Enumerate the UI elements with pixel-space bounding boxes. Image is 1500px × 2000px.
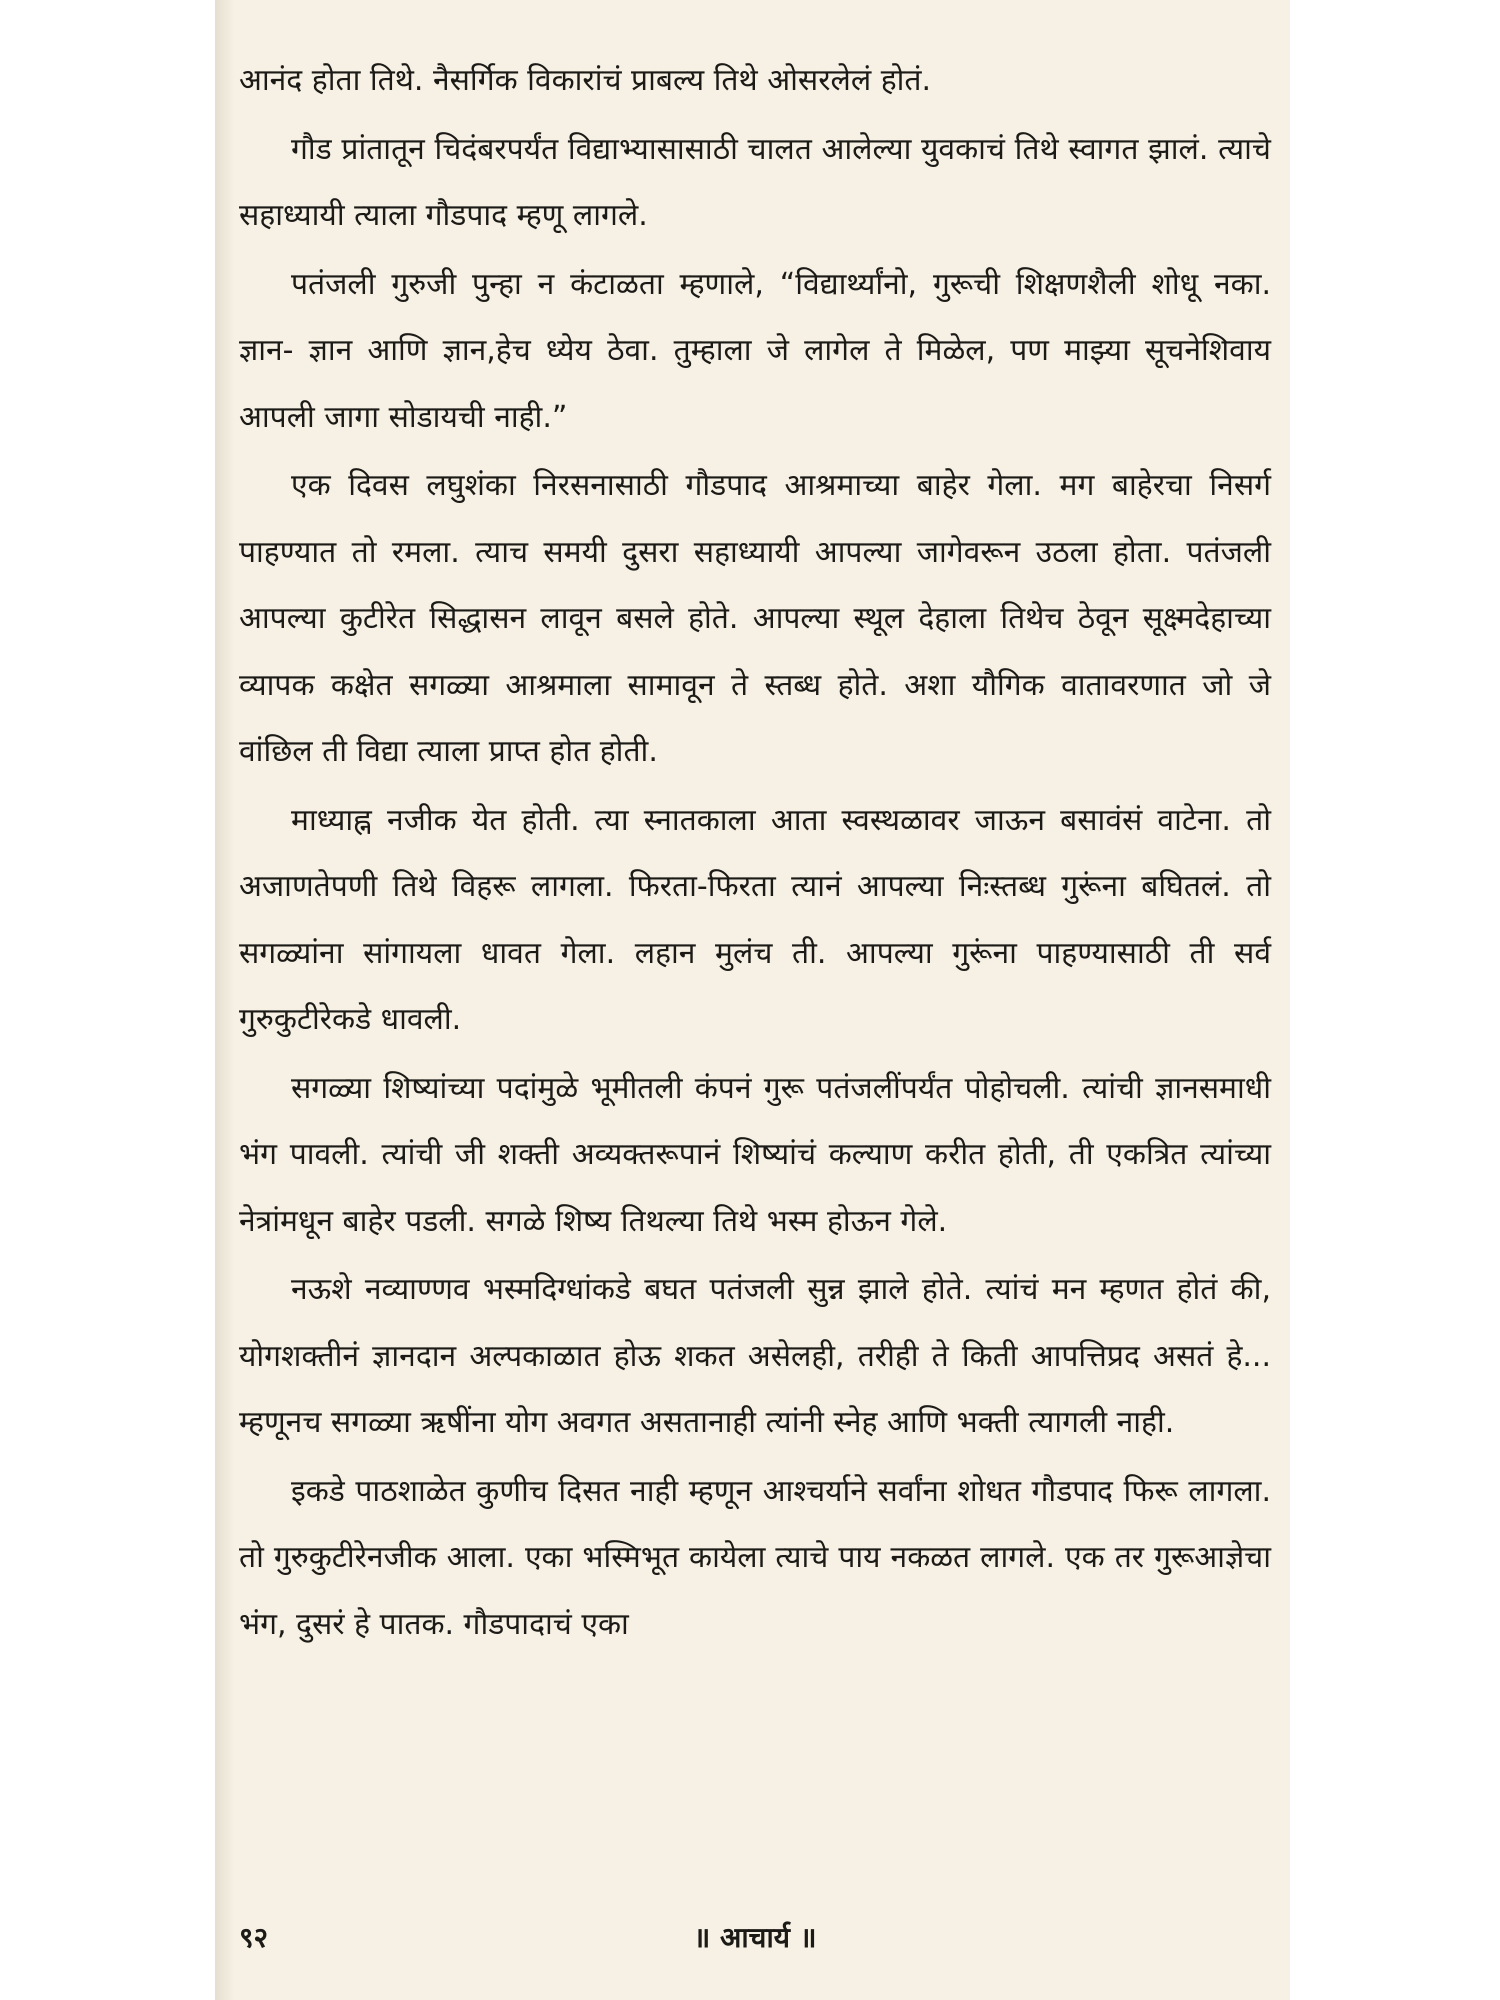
paragraph-3: पतंजली गुरुजी पुन्हा न कंटाळता म्हणाले, “विद्यार्थ्यांनो, गुरूची शिक्षणशैली शोधू नका. ज्ञान- ज्ञान आणि ज्ञान,हेच ध्येय ठेवा. तुम्हाला जे लागेल ते मिळेल, पण माझ्या सूचनेशिवाय आपली जागा सोडायची नाही.” — [239, 266, 1271, 435]
paragraph-5: माध्याह्न नजीक येत होती. त्या स्नातकाला आता स्वस्थळावर जाऊन बसावंसं वाटेना. तो अजाणतेपणी तिथे विहरू लागला. फिरता-फिरता त्यानं आपल्या निःस्तब्ध गुरूंना बघितलं. तो सगळ्यांना सांगायला धावत गेला. लहान मुलंच ती. आपल्या गुरूंना पाहण्यासाठी ती सर्व गुरुकुटीरेकडे धावली. — [239, 802, 1271, 1037]
paragraph-8: इकडे पाठशाळेत कुणीच दिसत नाही म्हणून आश्चर्याने सर्वांना शोधत गौडपाद फिरू लागला. तो गुरुकुटीरेनजीक आला. एका भस्मिभूत कायेला त्याचे पाय नकळत लागले. एक तर गुरूआज्ञेचा भंग, दुसरं हे पातक. गौडपादाचं एका — [239, 1473, 1271, 1642]
paragraph-1: आनंद होता तिथे. नैसर्गिक विकारांचं प्राबल्य तिथे ओसरलेलं होतं. — [239, 63, 932, 98]
paragraph-6: सगळ्या शिष्यांच्या पदांमुळे भूमीतली कंपनं गुरू पतंजलींपर्यंत पोहोचली. त्यांची ज्ञानसमाधी भंग पावली. त्यांची जी शक्ती अव्यक्तरूपानं शिष्यांचं कल्याण करीत होती, ती एकत्रित त्यांच्या नेत्रांमधून बाहेर पडली. सगळे शिष्य तिथल्या तिथे भस्म होऊन गेले. — [239, 1070, 1271, 1239]
page-content — [215, 0, 1290, 2000]
page-footer — [239, 1918, 1271, 1958]
running-title: ॥ आचार्य ॥ — [693, 1921, 817, 1954]
paragraph-7: नऊशे नव्याण्णव भस्मदिग्धांकडे बघत पतंजली सुन्न झाले होते. त्यांचं मन म्हणत होतं की, योगशक्तीनं ज्ञानदान अल्पकाळात होऊ शकत असेलही, तरीही ते किती आपत्तिप्रद असतं हे... म्हणूनच सगळ्या ऋषींना योग अवगत असतानाही त्यांनी स्नेह आणि भक्ती त्यागली नाही. — [239, 1272, 1271, 1440]
paragraph-2: गौड प्रांतातून चिदंबरपर्यंत विद्याभ्यासासाठी चालत आलेल्या युवकाचं तिथे स्वागत झालं. त्याचे सहाध्यायी त्याला गौडपाद म्हणू लागले. — [239, 131, 1271, 233]
paragraph-4: एक दिवस लघुशंका निरसनासाठी गौडपाद आश्रमाच्या बाहेर गेला. मग बाहेरचा निसर्ग पाहण्यात तो रमला. त्याच समयी दुसरा सहाध्यायी आपल्या जागेवरून उठला होता. पतंजली आपल्या कुटीरेत सिद्धासन लावून बसले होते. आपल्या स्थूल देहाला तिथेच ठेवून सूक्ष्मदेहाच्या व्यापक कक्षेत सगळ्या आश्रमाला सामावून ते स्तब्ध होते. अशा यौगिक वातावरणात जो जे वांछिल ती विद्या त्याला प्राप्त होत होती. — [239, 468, 1271, 769]
page-number: ९२ — [239, 1921, 269, 1954]
body-text — [239, 48, 1271, 1660]
